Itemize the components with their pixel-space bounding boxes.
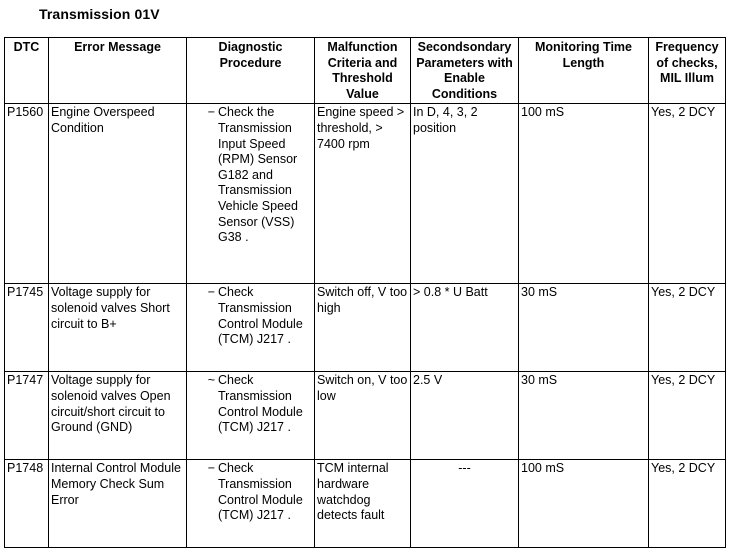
monitoring-time: 100 mS xyxy=(519,104,649,284)
malfunction-criteria: Switch off, V too high xyxy=(315,284,411,372)
dash-icon: − xyxy=(207,285,215,300)
monitoring-time: 30 mS xyxy=(519,284,649,372)
diagnostic-procedure xyxy=(187,284,315,372)
malfunction-criteria: Engine speed > threshold, > 7400 rpm xyxy=(315,104,411,284)
frequency: Yes, 2 DCY xyxy=(649,372,726,460)
table-row xyxy=(5,284,726,372)
secondary-parameters: In D, 4, 3, 2 position xyxy=(411,104,519,284)
header-monitoring-time: Monitoring Time Length xyxy=(519,38,649,104)
procedure-text: Check Transmission Control Module (TCM) J217 . xyxy=(218,285,303,347)
header-secondary-parameters: Secondsondary Parameters with Enable Conditions xyxy=(411,38,519,104)
secondary-parameters: --- xyxy=(411,460,519,548)
dtc-code: P1748 xyxy=(5,460,49,548)
secondary-parameters: > 0.8 * U Batt xyxy=(411,284,519,372)
monitoring-time: 100 mS xyxy=(519,460,649,548)
document-title: Transmission 01V xyxy=(39,6,160,22)
header-diagnostic-procedure: Diagnostic Procedure xyxy=(187,38,315,104)
diagnostic-procedure xyxy=(187,460,315,548)
frequency: Yes, 2 DCY xyxy=(649,104,726,284)
header-error-message: Error Message xyxy=(49,38,187,104)
error-message: Voltage supply for solenoid valves Open circuit/short circuit to Ground (GND) xyxy=(49,372,187,460)
procedure-text: Check Transmission Control Module (TCM) J217 . xyxy=(218,461,303,523)
dtc-code: P1560 xyxy=(5,104,49,284)
error-message: Internal Control Module Memory Check Sum Error xyxy=(49,460,187,548)
monitoring-time: 30 mS xyxy=(519,372,649,460)
table-row xyxy=(5,104,726,284)
dash-icon: − xyxy=(207,461,215,476)
table-row xyxy=(5,372,726,460)
diagnostic-procedure xyxy=(187,372,315,460)
secondary-parameters: 2.5 V xyxy=(411,372,519,460)
tilde-icon: ~ xyxy=(207,373,215,388)
malfunction-criteria: TCM internal hardware watchdog detects fault xyxy=(315,460,411,548)
dtc-table xyxy=(4,37,726,548)
table-header-row xyxy=(5,38,726,104)
error-message: Voltage supply for solenoid valves Short circuit to B+ xyxy=(49,284,187,372)
header-frequency: Frequency of checks, MIL Illum xyxy=(649,38,726,104)
dash-icon: − xyxy=(207,105,215,120)
procedure-text: Check the Transmission Input Speed (RPM) Sensor G182 and Transmission Vehicle Speed Sensor (VSS) G38 . xyxy=(218,105,298,245)
procedure-text: Check Transmission Control Module (TCM) J217 . xyxy=(218,373,303,435)
malfunction-criteria: Switch on, V too low xyxy=(315,372,411,460)
diagnostic-procedure xyxy=(187,104,315,284)
frequency: Yes, 2 DCY xyxy=(649,460,726,548)
error-message: Engine Overspeed Condition xyxy=(49,104,187,284)
header-malfunction-criteria: Malfunction Criteria and Threshold Value xyxy=(315,38,411,104)
dtc-code: P1745 xyxy=(5,284,49,372)
table-row xyxy=(5,460,726,548)
frequency: Yes, 2 DCY xyxy=(649,284,726,372)
header-dtc: DTC xyxy=(5,38,49,104)
dtc-code: P1747 xyxy=(5,372,49,460)
